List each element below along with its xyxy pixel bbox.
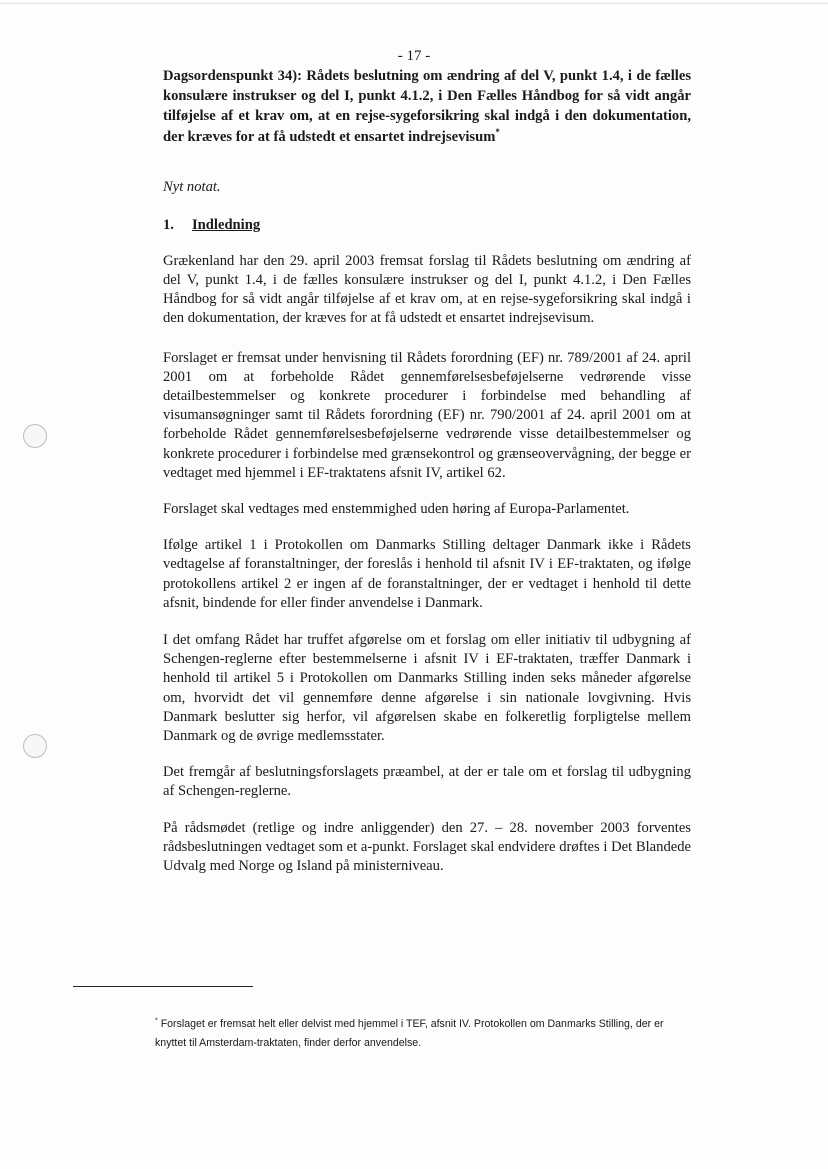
footnote-marker: *	[155, 1017, 158, 1025]
agenda-heading	[163, 66, 691, 147]
punch-hole	[23, 734, 47, 758]
scan-edge-line	[0, 3, 828, 4]
note-label: Nyt notat.	[163, 178, 221, 195]
paragraph: Det fremgår af beslutningsforslagets præambel, at der er tale om et forslag til udbygning af Schengen-reglerne.	[163, 764, 691, 800]
paragraph: På rådsmødet (retlige og indre anliggender) den 27. – 28. november 2003 forventes rådsbeslutningen vedtaget som et a-punkt. Forslaget skal endvidere drøftes i Det Blandede Udvalg med Norge og Island på ministerniveau.	[163, 819, 691, 875]
paragraph: Forslaget er fremsat under henvisning til Rådets forordning (EF) nr. 789/2001 af 24. april 2001 om at forbeholde Rådet gennemførelsesbeføjelserne vedrørende visse detailbestemmelser og konkrete procedurer i forbindelse med behandling af visumansøgninger samt til Rådets forordning (EF) nr. 790/2001 af 24. april 2001 om at forbeholde Rådet gennemførelsesbeføjelserne vedrørende visse detailbestemmelser og konkrete procedurer i forbindelse med grænsekontrol og grænseovervågning, der begge er vedtaget med hjemmel i EF-traktatens afsnit IV, artikel 62.	[163, 349, 691, 481]
paragraph: I det omfang Rådet har truffet afgørelse om et forslag om eller initiativ til udbygning af Schengen-reglerne efter bestemmelserne i afsnit IV i EF-traktaten, træffer Danmark i henhold til artikel 5 i Protokollen om Danmarks Stilling inden seks måneder afgørelse om, hvorvidt det vil gennemføre denne afgørelse i sin nationale lovgivning. Hvis Danmark beslutter sig herfor, vil afgørelsen skabe en folkeretlig forpligtelse mellem Danmark og de øvrige medlemsstater.	[163, 632, 691, 745]
footnote-reference[interactable]: *	[495, 126, 500, 137]
paragraph: Forslaget skal vedtages med enstemmighed uden høring af Europa-Parlamentet.	[163, 501, 630, 518]
paragraph: Ifølge artikel 1 i Protokollen om Danmarks Stilling deltager Danmark ikke i Rådets vedtagelse af foranstaltninger, der foreslås i henhold til afsnit IV i EF-traktaten, og ifølge protokollens artikel 2 er ingen af de foranstaltninger, der er vedtaget i henhold til dette afsnit, bindende for eller finder anvendelse i Danmark.	[163, 537, 691, 611]
punch-hole	[23, 424, 47, 448]
section-number: 1.	[163, 216, 174, 233]
document-body	[163, 66, 691, 876]
paragraph: Grækenland har den 29. april 2003 fremsat forslag til Rådets beslutning om ændring af del V, punkt 1.4, i de fælles konsulære instrukser og del I, punkt 4.1.2, i Den Fælles Håndbog for så vidt angår tilføjelse af et krav om, at en rejse-sygeforsikring skal indgå i den dokumentation, der kræves for at få udstedt et ensartet indrejsevisum.	[163, 252, 691, 327]
section-heading	[163, 215, 691, 235]
footnote-text: Forslaget er fremsat helt eller delvist med hjemmel i TEF, afsnit IV. Protokollen om Danmarks Stilling, der er knyttet til Amsterdam-traktaten, finder derfor anvendelse.	[155, 1018, 664, 1049]
page-number: - 17 -	[397, 48, 431, 64]
agenda-heading-text: Dagsordenspunkt 34): Rådets beslutning om ændring af del V, punkt 1.4, i de fælles konsulære instrukser og del I, punkt 4.1.2, i Den Fælles Håndbog for så vidt angår tilføjelse af et krav om, at en rejse-sygeforsikring skal indgå i den dokumentation, der kræves for at få udstedt et ensartet indrejsevisum	[163, 68, 691, 145]
section-title: Indledning	[192, 216, 261, 233]
footnote-divider	[73, 986, 253, 987]
footnote	[155, 1015, 695, 1053]
